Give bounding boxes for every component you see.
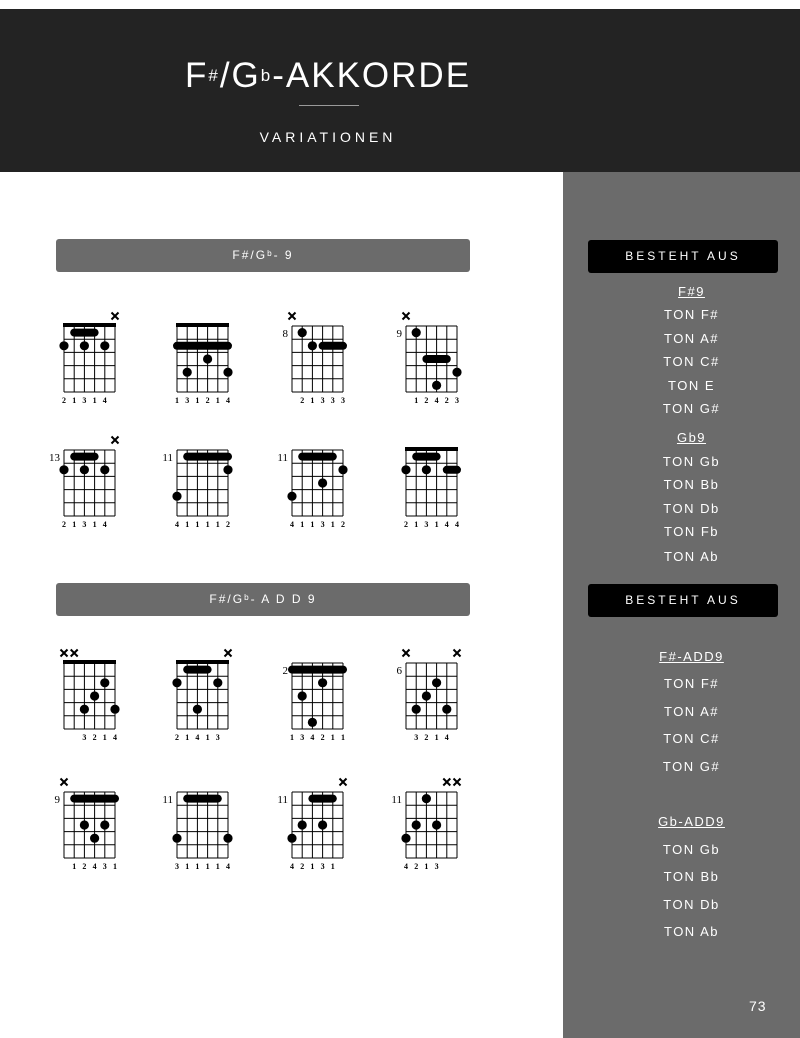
finger-number: 4	[455, 520, 459, 529]
finger-dot	[401, 834, 410, 843]
finger-dot	[90, 691, 99, 700]
finger-number: 3	[330, 396, 335, 405]
finger-dot	[100, 341, 109, 350]
note-item: TON A#	[663, 704, 719, 719]
fret-number: 11	[162, 452, 173, 464]
finger-dot	[223, 834, 232, 843]
fret-number: 11	[162, 794, 173, 806]
finger-number: 3	[300, 733, 305, 742]
finger-dot	[80, 341, 89, 350]
finger-dot	[172, 492, 181, 501]
finger-number: 3	[82, 396, 87, 405]
finger-number: 4	[404, 862, 408, 871]
finger-number: 4	[195, 733, 200, 742]
finger-number: 1	[195, 862, 200, 871]
finger-dot	[308, 341, 317, 350]
finger-number: 4	[310, 733, 315, 742]
finger-dot	[80, 465, 89, 474]
finger-number: 4	[444, 733, 449, 742]
finger-number: 2	[62, 520, 66, 529]
finger-dot	[90, 834, 99, 843]
finger-number: 1	[330, 862, 335, 871]
finger-dot	[100, 820, 109, 829]
finger-number: 4	[226, 862, 230, 871]
note-item: TON F#	[664, 307, 719, 322]
note-item: TON F#	[664, 676, 719, 691]
finger-number: 1	[341, 733, 345, 742]
note-item: TON Ab	[663, 549, 719, 564]
finger-number: 2	[404, 520, 408, 529]
finger-number: 2	[341, 520, 345, 529]
finger-number: 1	[92, 396, 97, 405]
chord-name-label: Gb9	[676, 430, 707, 445]
finger-number: 1	[175, 396, 179, 405]
finger-number: 1	[414, 396, 419, 405]
finger-number: 1	[434, 733, 439, 742]
finger-number: 1	[434, 520, 439, 529]
finger-dot	[287, 834, 296, 843]
finger-number: 3	[185, 396, 190, 405]
finger-number: 2	[62, 396, 66, 405]
finger-number: 1	[195, 396, 200, 405]
finger-number: 3	[434, 862, 439, 871]
finger-dot	[213, 678, 222, 687]
finger-number: 3	[320, 862, 325, 871]
finger-dot	[318, 820, 327, 829]
finger-number: 3	[341, 396, 345, 405]
finger-dot	[308, 718, 317, 727]
finger-dot	[422, 465, 431, 474]
finger-dot	[422, 691, 431, 700]
muted-string-icon	[403, 313, 410, 320]
finger-number: 3	[414, 733, 419, 742]
finger-dot	[452, 368, 461, 377]
muted-string-icon	[289, 313, 296, 320]
finger-dot	[432, 820, 441, 829]
finger-dot	[338, 465, 347, 474]
finger-number: 2	[414, 862, 419, 871]
muted-string-icon	[454, 650, 461, 657]
note-item: TON Gb	[662, 454, 721, 469]
finger-dot	[59, 465, 68, 474]
finger-dot	[287, 492, 296, 501]
finger-number: 1	[290, 733, 294, 742]
note-item: TON Gb	[662, 842, 721, 857]
finger-number: 3	[455, 396, 459, 405]
muted-string-icon	[61, 650, 68, 657]
muted-string-icon	[112, 437, 119, 444]
finger-dot	[412, 705, 421, 714]
note-item: TON G#	[662, 401, 721, 416]
finger-number: 3	[320, 520, 325, 529]
finger-dot	[80, 705, 89, 714]
finger-number: 4	[92, 862, 97, 871]
nut	[63, 323, 116, 327]
finger-number: 1	[330, 520, 335, 529]
fret-number: 8	[282, 328, 288, 340]
note-item: TON Ab	[663, 924, 719, 939]
finger-number: 1	[185, 862, 190, 871]
fret-number: 2	[282, 665, 288, 677]
finger-number: 1	[92, 520, 97, 529]
finger-number: 4	[102, 520, 107, 529]
finger-dot	[432, 381, 441, 390]
finger-number: 4	[444, 520, 449, 529]
finger-dot	[100, 465, 109, 474]
note-item: TON A#	[663, 331, 719, 346]
finger-number: 4	[175, 520, 179, 529]
finger-dot	[422, 794, 431, 803]
note-item: TON Db	[663, 501, 720, 516]
finger-number: 2	[205, 396, 210, 405]
chord-name-label: F#-ADD9	[659, 649, 724, 664]
finger-number: 3	[424, 520, 429, 529]
finger-number: 1	[72, 862, 77, 871]
note-item: TON Db	[663, 897, 720, 912]
finger-dot	[318, 478, 327, 487]
muted-string-icon	[61, 779, 68, 786]
muted-string-icon	[225, 650, 232, 657]
finger-number: 1	[310, 862, 315, 871]
finger-dot	[318, 678, 327, 687]
finger-dot	[59, 341, 68, 350]
note-item: TON Fb	[664, 524, 719, 539]
muted-string-icon	[454, 779, 461, 786]
finger-dot	[172, 678, 181, 687]
finger-number: 4	[290, 520, 294, 529]
fret-number: 6	[396, 665, 402, 677]
finger-number: 1	[205, 862, 210, 871]
finger-number: 1	[72, 396, 77, 405]
chord-name-label: F#9	[678, 284, 705, 299]
finger-number: 1	[310, 396, 315, 405]
finger-number: 1	[205, 520, 210, 529]
finger-dot	[100, 678, 109, 687]
finger-number: 1	[195, 520, 200, 529]
finger-number: 2	[444, 396, 449, 405]
finger-number: 3	[320, 396, 325, 405]
finger-number: 1	[205, 733, 210, 742]
nut	[176, 660, 229, 664]
finger-number: 1	[113, 862, 117, 871]
sidebar-heading: BESTEHT AUS	[588, 584, 778, 617]
finger-number: 3	[82, 520, 87, 529]
muted-string-icon	[71, 650, 78, 657]
finger-dot	[401, 465, 410, 474]
finger-number: 2	[320, 733, 325, 742]
sidebar-heading: BESTEHT AUS	[588, 240, 778, 273]
note-item: TON Bb	[663, 869, 720, 884]
page-subtitle: VARIATIONEN	[259, 129, 397, 145]
finger-number: 1	[300, 520, 305, 529]
finger-dot	[172, 834, 181, 843]
finger-number: 1	[102, 733, 107, 742]
finger-number: 2	[175, 733, 179, 742]
muted-string-icon	[443, 779, 450, 786]
finger-number: 3	[82, 733, 87, 742]
finger-dot	[298, 328, 307, 337]
finger-dot	[110, 705, 119, 714]
finger-number: 3	[102, 862, 107, 871]
finger-number: 3	[215, 733, 220, 742]
finger-dot	[298, 820, 307, 829]
note-item: TON C#	[663, 731, 720, 746]
finger-number: 2	[92, 733, 97, 742]
title-part: /G	[219, 56, 261, 95]
finger-number: 1	[215, 520, 220, 529]
note-item: TON C#	[663, 354, 720, 369]
finger-number: 3	[175, 862, 179, 871]
fret-number: 11	[277, 794, 288, 806]
finger-number: 2	[226, 520, 230, 529]
section-heading-9: F#/Gᵇ- 9	[56, 239, 470, 272]
note-item: TON E	[668, 378, 715, 393]
finger-number: 2	[300, 862, 305, 871]
finger-number: 1	[414, 520, 419, 529]
finger-number: 1	[185, 520, 190, 529]
title-flat: b	[260, 66, 273, 85]
finger-number: 1	[72, 520, 77, 529]
finger-number: 1	[215, 396, 220, 405]
chord-name-label: Gb-ADD9	[658, 814, 725, 829]
nut	[176, 323, 229, 327]
finger-number: 1	[185, 733, 190, 742]
finger-number: 2	[424, 733, 429, 742]
finger-number: 4	[102, 396, 107, 405]
finger-number: 4	[226, 396, 230, 405]
finger-dot	[223, 368, 232, 377]
fret-number: 9	[54, 794, 60, 806]
finger-number: 4	[113, 733, 117, 742]
note-item: TON G#	[662, 759, 721, 774]
note-item: TON Bb	[663, 477, 720, 492]
finger-dot	[442, 705, 451, 714]
finger-dot	[223, 465, 232, 474]
finger-dot	[432, 678, 441, 687]
title-part: -AKKORDE	[272, 56, 472, 95]
finger-dot	[412, 328, 421, 337]
fret-number: 13	[49, 452, 60, 464]
finger-dot	[80, 820, 89, 829]
finger-number: 1	[215, 862, 220, 871]
finger-number: 2	[424, 396, 429, 405]
finger-dot	[193, 705, 202, 714]
finger-dot	[183, 368, 192, 377]
title-sharp: #	[208, 66, 220, 85]
finger-number: 1	[424, 862, 429, 871]
finger-dot	[203, 354, 212, 363]
finger-number: 1	[330, 733, 335, 742]
sidebar	[563, 172, 800, 1038]
finger-number: 2	[82, 862, 87, 871]
muted-string-icon	[112, 313, 119, 320]
title-part: F	[184, 56, 209, 95]
fret-number: 9	[396, 328, 402, 340]
finger-number: 4	[290, 862, 294, 871]
fret-number: 11	[391, 794, 402, 806]
finger-dot	[298, 691, 307, 700]
finger-number: 4	[434, 396, 439, 405]
finger-number: 1	[310, 520, 315, 529]
muted-string-icon	[340, 779, 347, 786]
nut	[63, 660, 116, 664]
page-number: 73	[749, 998, 767, 1014]
muted-string-icon	[403, 650, 410, 657]
nut	[405, 447, 458, 451]
finger-number: 2	[300, 396, 305, 405]
finger-dot	[412, 820, 421, 829]
fret-number: 11	[277, 452, 288, 464]
section-heading-add9: F#/Gᵇ- A D D 9	[56, 583, 470, 616]
